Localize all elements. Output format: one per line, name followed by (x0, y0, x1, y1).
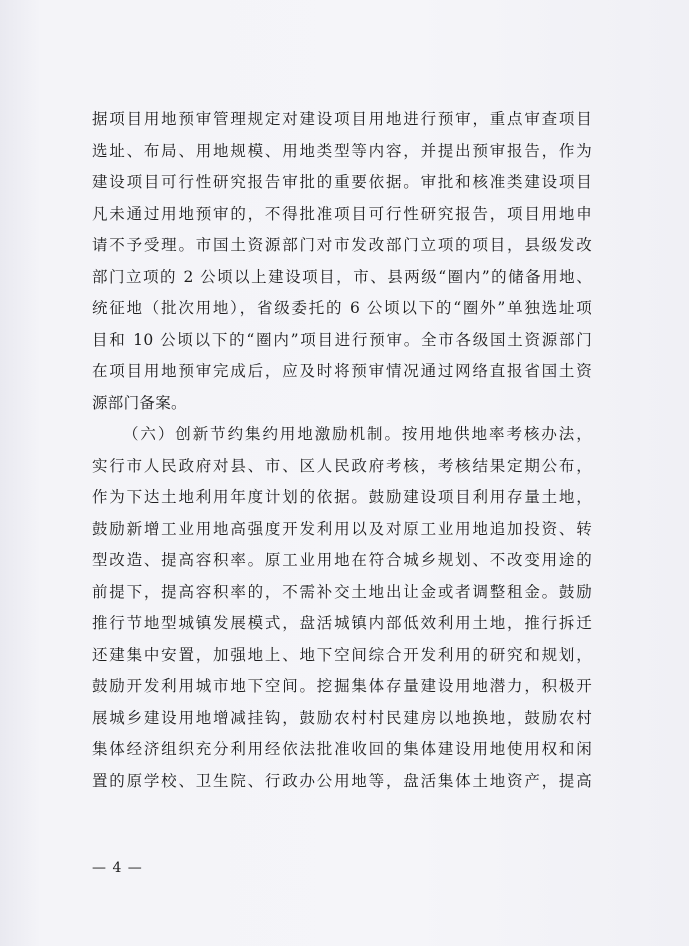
text-line: 鼓励新增工业用地高强度开发利用以及对原工业用地追加投资、转 (92, 519, 592, 538)
text-line: 前提下，提高容积率的，不需补交土地出让金或者调整租金。鼓励 (92, 582, 592, 601)
text-line: 还建集中安置，加强地上、地下空间综合开发利用的研究和规划， (92, 645, 592, 664)
text-line: 在项目用地预审完成后，应及时将预审情况通过网络直报省国土资 (92, 362, 592, 380)
body-text (92, 104, 592, 797)
section-heading-line: （六）创新节约集约用地激励机制。按用地供地率考核办法， (123, 425, 592, 443)
text-line: 统征地（批次用地），省级委托的 6 公顷以下的“圈外”单独选址项 (92, 299, 592, 317)
text-line: 选址、布局、用地规模、用地类型等内容，并提出预审报告，作为 (92, 141, 592, 160)
text-line: 集体经济组织充分利用经依法批准收回的集体建设用地使用权和闲 (92, 740, 592, 758)
text-line: 部门立项的 2 公顷以上建设项目，市、县两级“圈内”的储备用地、 (92, 267, 592, 286)
text-line: 展城乡建设用地增减挂钩，鼓励农村村民建房以地换地，鼓励农村 (92, 708, 592, 727)
text-line: 凡未通过用地预审的，不得批准项目可行性研究报告，项目用地申 (92, 204, 592, 223)
text-line: 源部门备案。 (92, 393, 187, 412)
text-line: 请不予受理。市国土资源部门对市发改部门立项的项目，县级发改 (92, 236, 592, 254)
text-line: 型改造、提高容积率。原工业用地在符合城乡规划、不改变用途的 (92, 551, 592, 569)
page-number: — 4 — (92, 860, 143, 876)
text-line: 推行节地型城镇发展模式，盘活城镇内部低效利用土地，推行拆迁 (92, 614, 592, 632)
text-line: 建设项目可行性研究报告审批的重要依据。审批和核准类建设项目 (92, 173, 592, 191)
text-line: 目和 10 公顷以下的“圈内”项目进行预审。全市各级国土资源部门 (92, 330, 592, 349)
text-line: 据项目用地预审管理规定对建设项目用地进行预审，重点审查项目 (92, 110, 592, 128)
text-line: 作为下达土地利用年度计划的依据。鼓励建设项目利用存量土地， (92, 488, 592, 506)
text-line: 实行市人民政府对县、市、区人民政府考核，考核结果定期公布， (92, 456, 592, 475)
text-line: 鼓励开发利用城市地下空间。挖掘集体存量建设用地潜力，积极开 (92, 677, 592, 695)
text-line: 置的原学校、卫生院、行政办公用地等，盘活集体土地资产，提高 (92, 771, 592, 790)
